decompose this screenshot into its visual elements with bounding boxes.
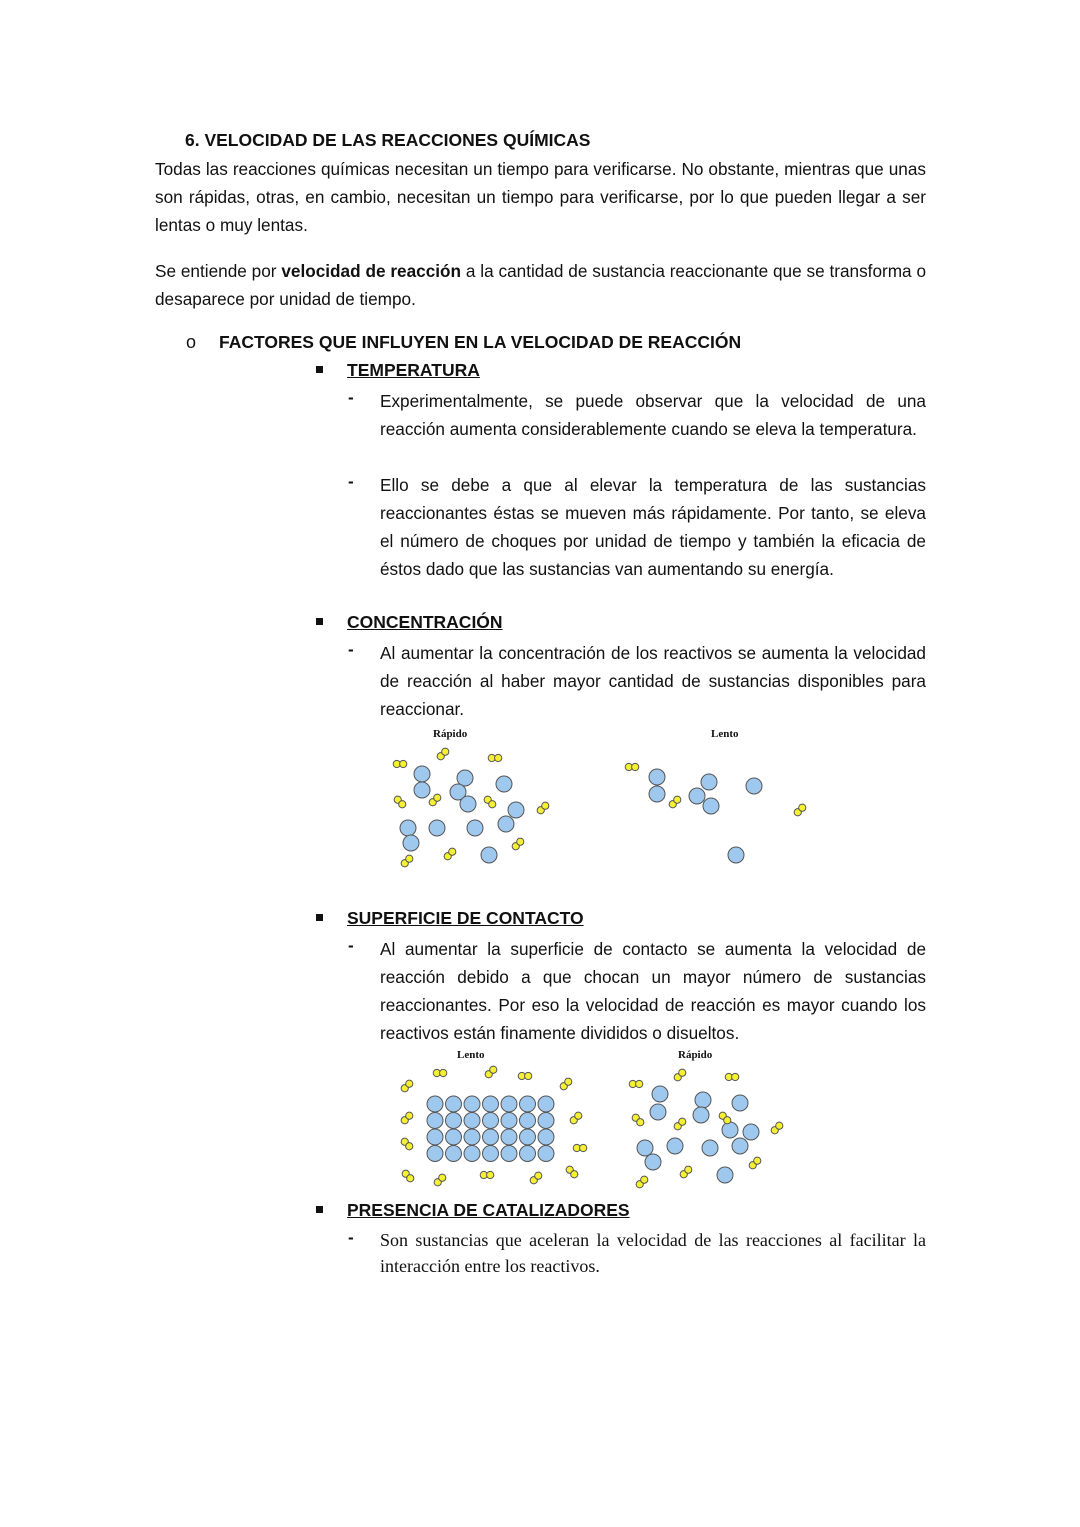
reactant-particle — [743, 1124, 759, 1140]
reactant-particle — [701, 774, 717, 790]
dash-bullet: - — [348, 472, 354, 491]
square-bullet-icon — [316, 914, 323, 921]
reactant-particle — [501, 1096, 517, 1112]
reactant-molecule — [632, 763, 639, 770]
factors-title: FACTORES QUE INFLUYEN EN LA VELOCIDAD DE REACCIÓN — [219, 332, 742, 352]
superficie-point-1: Al aumentar la superficie de contacto se aumenta la velocidad de reacción debido a que chocan un mayor número de sustancias reaccionantes. Por eso la velocidad de reacción es mayor cuando los reactivos están finamente divididos o disueltos. — [380, 939, 926, 1043]
reactant-molecule — [406, 1080, 413, 1087]
reactant-molecule — [799, 804, 806, 811]
reactant-particle — [637, 1140, 653, 1156]
reactant-molecule — [487, 1171, 494, 1178]
reactant-molecule — [440, 1069, 447, 1076]
reactant-particle — [481, 847, 497, 863]
reactant-molecule — [434, 794, 441, 801]
reactant-particle — [483, 1146, 499, 1162]
reactant-particle — [538, 1129, 554, 1145]
reactant-particle — [703, 798, 719, 814]
reactant-particle — [722, 1122, 738, 1138]
reactant-particle — [446, 1129, 462, 1145]
reactant-molecule — [535, 1172, 542, 1179]
reactant-molecule — [636, 1080, 643, 1087]
reactant-molecule — [679, 1118, 686, 1125]
reactant-molecule — [525, 1072, 532, 1079]
reactant-molecule — [517, 838, 524, 845]
reactant-particle — [520, 1129, 536, 1145]
concentration-particles-figure — [380, 740, 820, 880]
reactant-molecule — [442, 748, 449, 755]
reactant-particle — [717, 1167, 733, 1183]
reactant-particle — [501, 1129, 517, 1145]
reactant-molecule — [495, 754, 502, 761]
reactant-molecule — [406, 1143, 413, 1150]
superficie-title: SUPERFICIE DE CONTACTO — [347, 908, 584, 928]
definition-suffix: a la cantidad de sustancia reaccionante que se transforma o desaparece por unidad de tiempo. — [155, 261, 926, 309]
reactant-particle — [667, 1138, 683, 1154]
reactant-particle — [427, 1113, 443, 1129]
reactant-particle — [520, 1146, 536, 1162]
reactant-particle — [427, 1096, 443, 1112]
dash-bullet: - — [348, 936, 354, 955]
catalizadores-point-1: Son sustancias que aceleran la velocidad de las reacciones al facilitar la interacción entre los reactivos. — [380, 1230, 926, 1276]
concentracion-title: CONCENTRACIÓN — [347, 612, 503, 632]
reactant-particle — [414, 766, 430, 782]
reactant-molecule — [776, 1122, 783, 1129]
figure-label-rapido: Rápido — [678, 1049, 713, 1061]
reactant-particle — [483, 1129, 499, 1145]
reactant-particle — [464, 1113, 480, 1129]
reactant-particle — [429, 820, 445, 836]
reactant-particle — [414, 782, 430, 798]
reactant-molecule — [489, 801, 496, 808]
reactant-particle — [645, 1154, 661, 1170]
reactant-particle — [649, 769, 665, 785]
reactant-molecule — [407, 1175, 414, 1182]
reactant-molecule — [724, 1117, 731, 1124]
temperatura-title: TEMPERATURA — [347, 360, 480, 380]
reactant-particle — [520, 1096, 536, 1112]
reactant-particle — [446, 1096, 462, 1112]
reactant-particle — [427, 1129, 443, 1145]
reactant-molecule — [406, 1112, 413, 1119]
figure-label-lento: Lento — [457, 1049, 485, 1061]
reactant-particle — [460, 796, 476, 812]
definition-prefix: Se entiende por — [155, 261, 282, 281]
reactant-particle — [446, 1146, 462, 1162]
square-bullet-icon — [316, 1206, 323, 1213]
reactant-molecule — [679, 1069, 686, 1076]
reactant-particle — [496, 776, 512, 792]
reactant-particle — [689, 788, 705, 804]
reactant-particle — [649, 786, 665, 802]
reactant-molecule — [685, 1166, 692, 1173]
reactant-particle — [652, 1086, 668, 1102]
reactant-molecule — [490, 1066, 497, 1073]
reactant-molecule — [406, 855, 413, 862]
reactant-molecule — [641, 1176, 648, 1183]
reactant-particle — [746, 778, 762, 794]
reactant-molecule — [449, 848, 456, 855]
intro-paragraph: Todas las reacciones químicas necesitan un tiempo para verificarse. No obstante, mientras que unas son rápidas, otras, en cambio, necesitan un tiempo para verificarse, por lo que pueden llegar a ser lentas o muy lentas. — [155, 159, 926, 235]
reactant-particle — [520, 1113, 536, 1129]
dash-bullet: - — [348, 1228, 354, 1247]
reactant-molecule — [754, 1157, 761, 1164]
reactant-molecule — [580, 1144, 587, 1151]
concentracion-point-1: Al aumentar la concentración de los reactivos se aumenta la velocidad de reacción al haber mayor cantidad de sustancias disponibles para reaccionar. — [380, 643, 926, 719]
reactant-particle — [508, 802, 524, 818]
reactant-molecule — [565, 1078, 572, 1085]
reactant-particle — [732, 1095, 748, 1111]
square-bullet-icon — [316, 366, 323, 373]
reactant-particle — [498, 816, 514, 832]
reactant-particle — [467, 820, 483, 836]
reactant-molecule — [542, 802, 549, 809]
dash-bullet: - — [348, 388, 354, 407]
circle-bullet-icon: o — [186, 332, 197, 352]
reactant-particle — [400, 820, 416, 836]
reactant-particle — [501, 1146, 517, 1162]
reactant-molecule — [674, 796, 681, 803]
temperatura-point-2: Ello se debe a que al elevar la temperatura de las sustancias reaccionantes éstas se mueven más rápidamente. Por tanto, se eleva el número de choques por unidad de tiempo y también la eficacia de éstos dado que las sustancias van aumentando su energía. — [380, 475, 926, 579]
figure-label-rapido: Rápido — [433, 728, 468, 740]
reactant-particle — [732, 1138, 748, 1154]
reactant-molecule — [439, 1174, 446, 1181]
figure-label-lento: Lento — [711, 728, 739, 740]
reactant-molecule — [399, 801, 406, 808]
reactant-particle — [728, 847, 744, 863]
section-title: 6. VELOCIDAD DE LAS REACCIONES QUÍMICAS — [185, 130, 591, 150]
dash-bullet: - — [348, 640, 354, 659]
reactant-particle — [446, 1113, 462, 1129]
definition-paragraph — [155, 257, 926, 313]
reactant-particle — [464, 1096, 480, 1112]
reactant-particle — [538, 1096, 554, 1112]
reactant-particle — [695, 1092, 711, 1108]
reactant-particle — [403, 835, 419, 851]
reactant-molecule — [400, 760, 407, 767]
reactant-molecule — [637, 1119, 644, 1126]
reactant-particle — [457, 770, 473, 786]
reactant-particle — [538, 1113, 554, 1129]
reactant-particle — [501, 1113, 517, 1129]
definition-term: velocidad de reacción — [281, 261, 462, 281]
reactant-particle — [650, 1104, 666, 1120]
reactant-particle — [702, 1140, 718, 1156]
reactant-particle — [538, 1146, 554, 1162]
reactant-particle — [464, 1129, 480, 1145]
reactant-molecule — [732, 1073, 739, 1080]
surface-contact-particles-figure — [390, 1060, 800, 1195]
reactant-particle — [483, 1096, 499, 1112]
reactant-molecule — [571, 1171, 578, 1178]
reactant-molecule — [575, 1112, 582, 1119]
reactant-particle — [464, 1146, 480, 1162]
catalizadores-title: PRESENCIA DE CATALIZADORES — [347, 1200, 630, 1220]
reactant-particle — [693, 1107, 709, 1123]
reactant-particle — [427, 1146, 443, 1162]
square-bullet-icon — [316, 618, 323, 625]
reactant-particle — [483, 1113, 499, 1129]
temperatura-point-1: Experimentalmente, se puede observar que la velocidad de una reacción aumenta considerablemente cuando se eleva la temperatura. — [380, 391, 926, 439]
